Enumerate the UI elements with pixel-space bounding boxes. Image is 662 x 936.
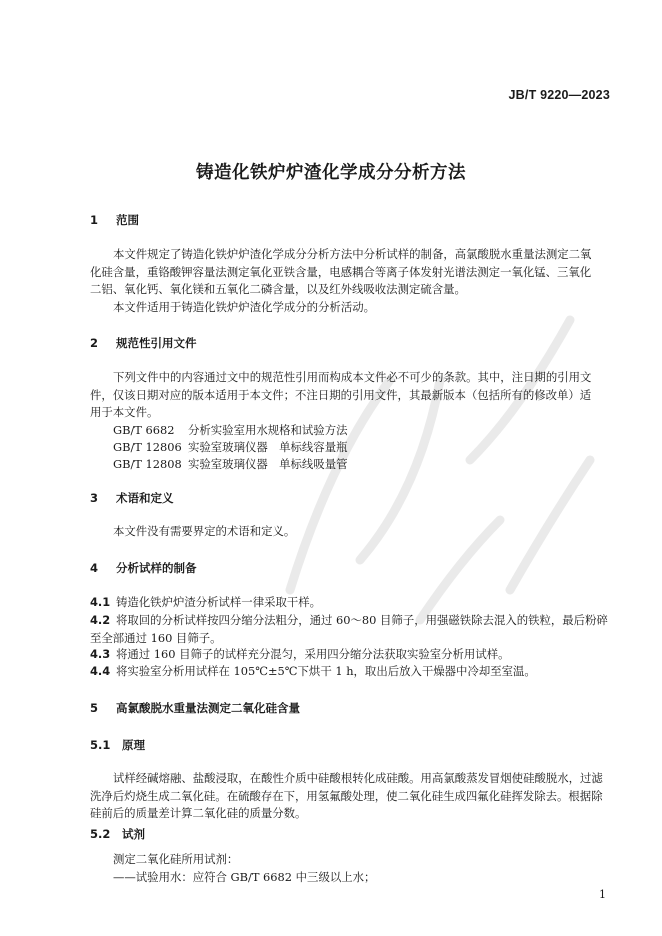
text-line: 二铝、氧化钙、氧化镁和五氧化二磷含量，以及红外线吸收法测定硫含量。 <box>90 282 466 296</box>
section-title: 分析试样的制备 <box>116 561 197 575</box>
text-line: 试样经碱熔融、盐酸浸取，在酸性介质中硅酸根转化成硅酸。用高氯酸蒸发冒烟使硅酸脱水，过滤 <box>113 771 603 785</box>
section-4-heading <box>90 560 197 576</box>
clause-number: 4.4 <box>90 664 111 678</box>
text-line: 本文件适用于铸造化铁炉炉渣化学成分的分析活动。 <box>113 299 375 314</box>
text-line: 至全部通过 160 目筛子。 <box>90 630 222 645</box>
section-number: 4 <box>90 561 99 575</box>
clause-4-3 <box>90 646 610 664</box>
section-title: 原理 <box>122 738 145 752</box>
text-line: 化硅含量，重铬酸钾容量法测定氧化亚铁含量，电感耦合等离子体发射光谱法测定一氧化锰、三氧化 <box>90 264 592 279</box>
section-3-heading <box>90 490 174 506</box>
section-title: 规范性引用文件 <box>116 336 197 350</box>
page-number: 1 <box>599 888 606 901</box>
clause-number: 4.1 <box>90 595 111 609</box>
reference-code: GB/T 12808 <box>113 457 182 471</box>
reference-item <box>113 439 347 455</box>
section-3-paragraph <box>90 523 610 541</box>
section-title: 试剂 <box>122 827 145 841</box>
text-line: 下列文件中的内容通过文中的规范性引用而构成本文件必不可少的条款。其中，注日期的引用文 <box>113 370 592 384</box>
document-title: 铸造化铁炉炉渣化学成分分析方法 <box>196 163 466 183</box>
clause-4-1 <box>90 594 610 612</box>
reference-code: GB/T 12806 <box>113 440 182 454</box>
text-line: 硅前后的质量差计算二氧化硅的质量分数。 <box>90 806 307 820</box>
standard-code: JB/T 9220—2023 <box>508 88 610 102</box>
reference-code: GB/T 6682 <box>113 423 175 437</box>
reference-item <box>113 422 347 438</box>
clause-number: 4.3 <box>90 647 111 661</box>
subsection-5-1-paragraph <box>90 770 610 823</box>
text-line: 本文件没有需要界定的术语和定义。 <box>113 524 296 538</box>
clause-number: 4.2 <box>90 613 111 627</box>
section-title: 术语和定义 <box>116 491 174 505</box>
subsection-5-1-heading <box>90 737 145 753</box>
text-line: 用于本文件。 <box>90 405 159 419</box>
text-line: 将通过 160 目筛子的试样充分混匀，采用四分缩分法获取实验室分析用试样。 <box>116 647 510 661</box>
text-line: 测定二氧化硅所用试剂： <box>113 852 239 866</box>
section-number: 3 <box>90 491 99 505</box>
section-5-heading <box>90 700 300 716</box>
subsection-5-2-paragraph <box>90 851 610 886</box>
clause-4-4 <box>90 663 610 681</box>
section-number: 5.2 <box>90 827 111 841</box>
section-1-paragraph <box>90 246 610 316</box>
section-1-heading <box>90 212 139 228</box>
section-title: 高氯酸脱水重量法测定二氧化硅含量 <box>116 701 300 715</box>
section-number: 1 <box>90 213 99 227</box>
text-line: 铸造化铁炉炉渣分析试样一律采取干样。 <box>116 595 322 609</box>
text-line: ——试验用水：应符合 GB/T 6682 中三级以上水； <box>113 869 376 884</box>
text-line: 将实验室分析用试样在 105℃±5℃下烘干 1 h，取出后放入干燥器中冷却至室温。 <box>116 664 536 678</box>
section-2-paragraph <box>90 369 610 422</box>
section-title: 范围 <box>116 213 139 227</box>
reference-item <box>113 456 347 472</box>
text-line: 洗净后灼烧生成二氧化硅。在硫酸存在下，用氢氟酸处理，使二氧化硅生成四氟化硅挥发除去。根据除 <box>90 788 603 803</box>
reference-name: 实验室玻璃仪器 单标线容量瓶 <box>188 440 348 454</box>
subsection-5-2-heading <box>90 826 145 842</box>
text-line: 本文件规定了铸造化铁炉炉渣化学成分分析方法中分析试样的制备，高氯酸脱水重量法测定二氧 <box>113 247 592 261</box>
text-line: 件，仅该日期对应的版本适用于本文件；不注日期的引用文件，其最新版本（包括所有的修改单）适 <box>90 387 592 402</box>
clause-4-2 <box>90 612 610 647</box>
reference-name: 分析实验室用水规格和试验方法 <box>188 423 348 437</box>
section-2-heading <box>90 335 197 351</box>
section-number: 5.1 <box>90 738 111 752</box>
section-number: 2 <box>90 336 99 350</box>
reference-name: 实验室玻璃仪器 单标线吸量管 <box>188 457 348 471</box>
section-number: 5 <box>90 701 99 715</box>
text-line: 将取回的分析试样按四分缩分法粗分，通过 60～80 目筛子，用强磁铁除去混入的铁粒，最后粉碎 <box>116 613 608 627</box>
